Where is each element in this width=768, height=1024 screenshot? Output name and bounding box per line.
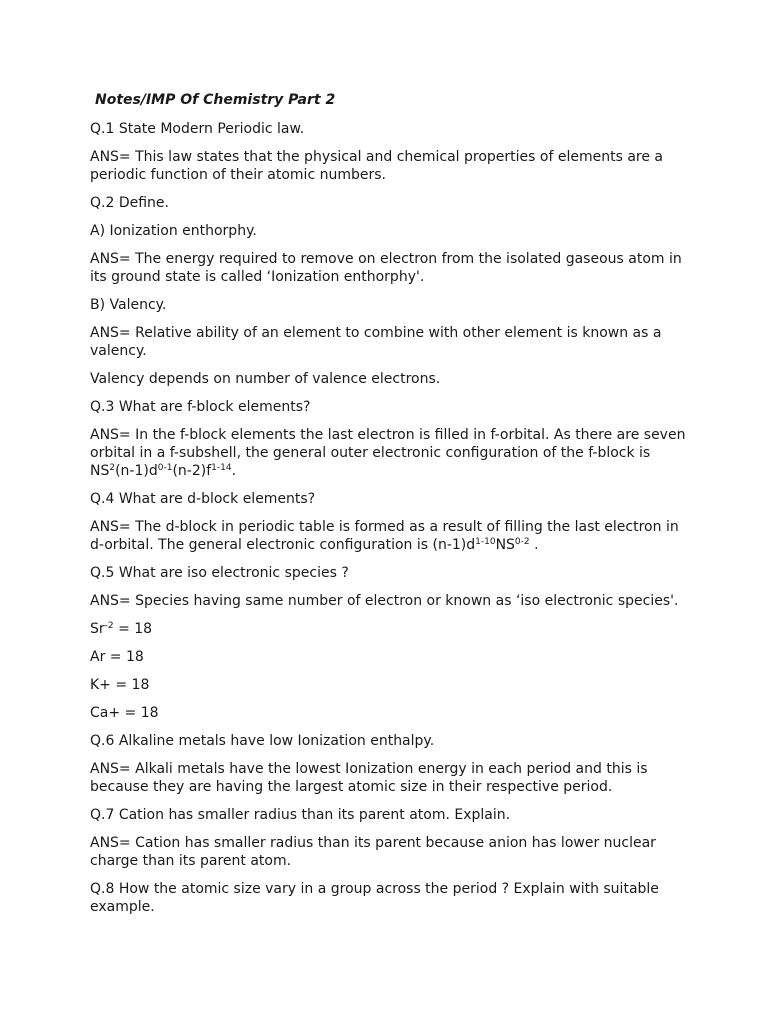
document-title: Notes/IMP Of Chemistry Part 2 [95,92,336,108]
superscript: 0-2 [514,537,530,547]
text-segment: (n-2)f [172,463,212,479]
document-body [90,120,690,916]
text-segment: ANS= The energy required to remove on electron from the isolated gaseous atom in its ground state is called ‘Ionization enthorphy'. [90,251,682,285]
paragraph [90,592,690,610]
paragraph [90,148,690,184]
paragraph [90,732,690,750]
text-segment: NS [495,537,515,553]
text-segment: Q.5 What are iso electronic species ? [90,565,349,581]
text-segment: ANS= The d-block in periodic table is formed as a result of filling the last electron in d-orbital. The general electronic configuration is (n-1)d [90,519,679,553]
paragraph [90,222,690,240]
paragraph [90,806,690,824]
text-segment: Ca+ = 18 [90,705,159,721]
superscript: 1-14 [211,463,232,473]
text-segment: . [529,537,539,553]
paragraph [90,324,690,360]
paragraph [90,194,690,212]
text-segment: Q.2 Define. [90,195,169,211]
paragraph [90,648,690,666]
text-segment: Q.7 Cation has smaller radius than its parent atom. Explain. [90,807,511,823]
paragraph [90,518,690,554]
text-segment: . [231,463,237,479]
text-segment: A) Ionization enthorphy. [90,223,257,239]
paragraph [90,426,690,480]
text-segment: Sr [90,621,105,637]
text-segment: Ar = 18 [90,649,144,665]
text-segment: Q.3 What are f-block elements? [90,399,311,415]
superscript: 1-10 [475,537,496,547]
paragraph [90,250,690,286]
paragraph [90,704,690,722]
text-segment: Q.8 How the atomic size vary in a group across the period ? Explain with suitable example. [90,881,659,915]
paragraph [90,370,690,388]
paragraph [90,880,690,916]
paragraph [90,490,690,508]
text-segment: Q.4 What are d-block elements? [90,491,316,507]
text-segment: (n-1)d [115,463,158,479]
text-segment: Q.1 State Modern Periodic law. [90,121,305,137]
superscript: 2 [109,463,116,473]
paragraph [90,620,690,638]
paragraph [90,120,690,138]
text-segment: Valency depends on number of valence electrons. [90,371,441,387]
paragraph [90,296,690,314]
text-segment: ANS= Cation has smaller radius than its parent because anion has lower nuclear charge than its parent atom. [90,835,656,869]
superscript: -2 [104,621,114,631]
text-segment: ANS= Relative ability of an element to combine with other element is known as a valency. [90,325,662,359]
text-segment: K+ = 18 [90,677,150,693]
paragraph [90,834,690,870]
text-segment: B) Valency. [90,297,167,313]
superscript: 0-1 [157,463,173,473]
text-segment: ANS= This law states that the physical and chemical properties of elements are a periodic function of their atomic numbers. [90,149,664,183]
document-page [90,91,690,926]
text-segment: ANS= Alkali metals have the lowest Ionization energy in each period and this is because they are having the largest atomic size in their respective period. [90,761,648,795]
text-segment: Q.6 Alkaline metals have low Ionization enthalpy. [90,733,435,749]
text-segment: ANS= In the f-block elements the last electron is filled in f-orbital. As there are seven orbital in a f-subshell, the general outer electronic configuration of the f-block is NS [90,427,686,479]
paragraph [90,564,690,582]
text-segment: = 18 [113,621,153,637]
paragraph [90,398,690,416]
paragraph [90,676,690,694]
paragraph [90,760,690,796]
text-segment: ANS= Species having same number of electron or known as ‘iso electronic species'. [90,593,679,609]
